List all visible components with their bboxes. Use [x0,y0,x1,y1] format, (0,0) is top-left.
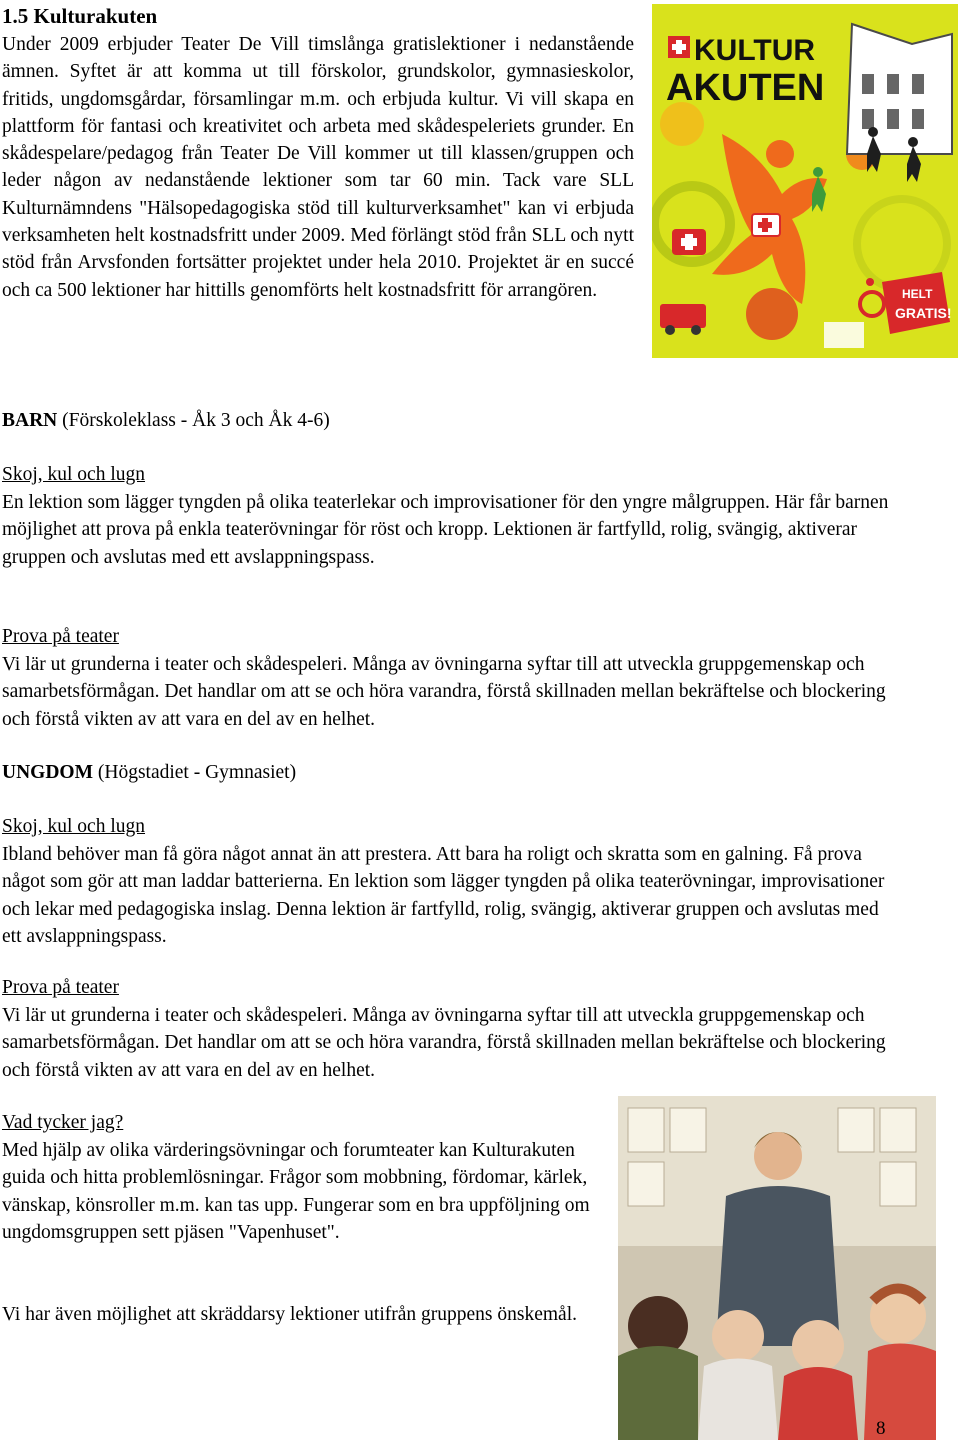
poster-logo [666,34,824,109]
poster-title-line1: KULTUR [694,34,816,67]
barn-skoj-text: En lektion som lägger tyngden på olika teaterlekar och improvisationer för den yngre målgruppen. Här får barnen möjlighet att prova på enkla teaterövningar för röst och kropp. Lektionen är fartfylld, rolig, svängig, aktiverar gruppen och avslutas med ett avslappningspass. [2,492,889,568]
ungdom-skoj-text: Ibland behöver man få göra något annat än att prestera. Att bara ha roligt och skratta som en galning. Få prova något som gör att man laddar batterierna. En lektion som lägger tyngden på olika teaterövningar, improvisationer och lekar med pedagogiska inslag. Denna lektion är fartfylld, rolig, svängig, aktiverar gruppen och avslutas med ett avslappningspass. [2,844,885,947]
poster-title-line2: AKUTEN [666,67,825,109]
barn-prova-title: Prova på teater [2,626,119,647]
intro-paragraph: Under 2009 erbjuder Teater De Vill timslånga gratislektioner i nedanstående ämnen. Syftet är att komma ut till förskolor, grundskolor, gymnasieskolor, fritids, ungdomsgårdar, församlingar m.m. och erbjuda kultur. Vi vill skapa en plattform för fantasi och kreativitet och arbeta med skådespeleriets grunder. En skådespelare/pedagog från Teater De Vill kommer ut till klassen/gruppen och leder någon av nedanstående lektioner som tar 60 min. Tack vare SLL Kulturnämndens "Hälsopedagogiska stöd till kulturverksamhet" kan vi erbjuda verksamheten helt kostnadsfritt under 2009. Med förlängt stöd från SLL och nytt stöd från Arvsfonden fortsätter projektet under hela 2010. Projektet är en succé och ca 500 lektioner har hittills genomförts helt kostnadsfritt för arrangören. [2,34,634,301]
vad-tycker-title: Vad tycker jag? [2,1112,124,1133]
ungdom-prova-text: Vi lär ut grunderna i teater och skådespeleri. Många av övningarna syftar till att utveckla gruppgemenskap och samarbetsförmågan. Det handlar om att se och höra varandra, förstå skillnaden mellan bekräftelse och blockering och förstå vikten av att vara en del av en helhet. [2,1005,886,1081]
barn-range: (Förskoleklass - Åk 3 och Åk 4-6) [57,410,330,431]
poster-illustration [652,4,958,358]
classroom-illustration [618,1096,936,1440]
ungdom-heading [2,762,296,784]
barn-skoj-title: Skoj, kul och lugn [2,464,146,485]
badge-line1: HELT [902,287,933,301]
vad-tycker-text: Med hjälp av olika värderingsövningar och forumteater kan Kulturakuten guida och hitta problemlösningar. Frågor som mobbning, fördomar, kärlek, vänskap, könsroller m.m. kan tas upp. Fungerar som en bra uppföljning om ungdomsgruppen sett pjäsen "Vapenhuset". [2,1140,590,1243]
barn-label: BARN [2,410,58,431]
vad-tycker-extra: Vi har även möjlighet att skräddarsy lektioner utifrån gruppens önskemål. [2,1304,578,1325]
barn-heading [2,410,330,432]
ungdom-prova-title: Prova på teater [2,977,119,998]
ungdom-range: (Högstadiet - Gymnasiet) [93,762,297,783]
classroom-photo [618,1096,936,1440]
barn-prova-text: Vi lär ut grunderna i teater och skådespeleri. Många av övningarna syftar till att utveckla gruppgemenskap och samarbetsförmågan. Det handlar om att se och höra varandra, förstå skillnaden mellan bekräftelse och blockering och förstå vikten av att vara en del av en helhet. [2,654,886,730]
kulturakuten-poster [652,4,958,358]
ungdom-label: UNGDOM [2,762,93,783]
ungdom-skoj-title: Skoj, kul och lugn [2,816,146,837]
section-heading: 1.5 Kulturakuten [2,4,158,28]
badge-line2: GRATIS! [895,305,952,321]
page-number: 8 [876,1418,886,1439]
